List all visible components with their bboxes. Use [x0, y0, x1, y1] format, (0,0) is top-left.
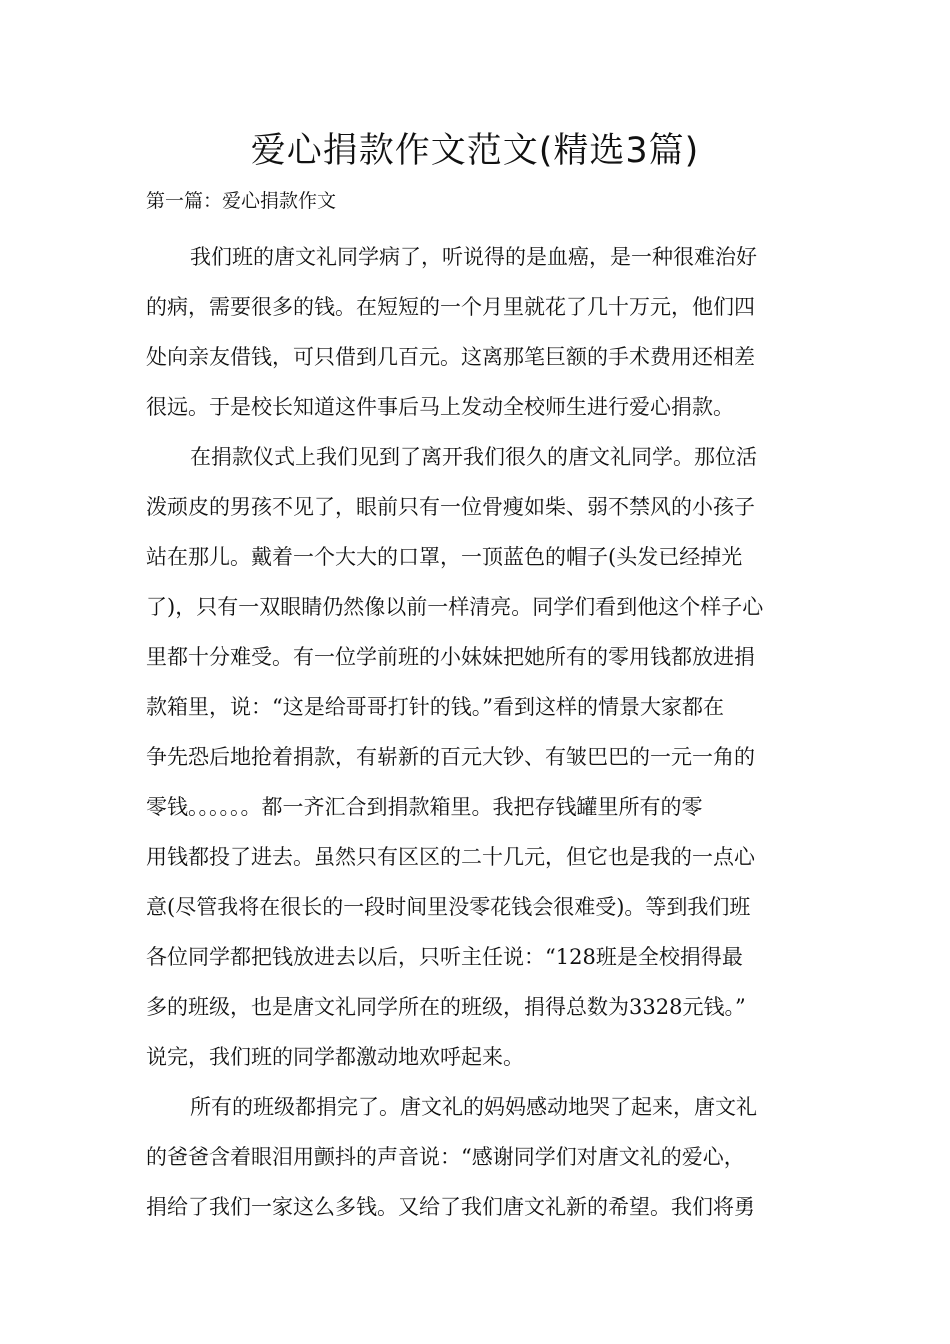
- essay-paragraph: [146, 432, 808, 1082]
- paragraph-line: 在捐款仪式上我们见到了离开我们很久的唐文礼同学。那位活: [190, 445, 757, 469]
- essay-paragraph: [146, 232, 808, 432]
- paragraph-line: 说完，我们班的同学都激动地欢呼起来。: [146, 1045, 524, 1069]
- essay-body: [146, 232, 808, 1232]
- paragraph-line: 处向亲友借钱，可只借到几百元。这离那笔巨额的手术费用还相差: [146, 345, 755, 369]
- paragraph-line: 里都十分难受。有一位学前班的小妹妹把她所有的零用钱都放进捐: [146, 645, 755, 669]
- paragraph-line: 了)，只有一双眼睛仍然像以前一样清亮。同学们看到他这个样子心: [146, 595, 764, 619]
- paragraph-line: 意(尽管我将在很长的一段时间里没零花钱会很难受)。等到我们班: [146, 895, 751, 919]
- paragraph-line: 捐给了我们一家这么多钱。又给了我们唐文礼新的希望。我们将勇: [146, 1195, 755, 1219]
- paragraph-line: 各位同学都把钱放进去以后，只听主任说：“128班是全校捐得最: [146, 945, 743, 969]
- paragraph-line: 所有的班级都捐完了。唐文礼的妈妈感动地哭了起来，唐文礼: [190, 1095, 757, 1119]
- paragraph-line: 争先恐后地抢着捐款，有崭新的百元大钞、有皱巴巴的一元一角的: [146, 745, 755, 769]
- essay-paragraph: [146, 1082, 808, 1232]
- section-heading: 第一篇：爱心捐款作文: [146, 190, 337, 212]
- paragraph-line: 站在那儿。戴着一个大大的口罩，一顶蓝色的帽子(头发已经掉光: [146, 545, 743, 569]
- paragraph-line: 多的班级，也是唐文礼同学所在的班级，捐得总数为3328元钱。”: [146, 995, 746, 1019]
- paragraph-line: 用钱都投了进去。虽然只有区区的二十几元，但它也是我的一点心: [146, 845, 755, 869]
- paragraph-line: 的爸爸含着眼泪用颤抖的声音说：“感谢同学们对唐文礼的爱心，: [146, 1145, 745, 1169]
- paragraph-line: 的病，需要很多的钱。在短短的一个月里就花了几十万元，他们四: [146, 295, 755, 319]
- document-title: 爱心捐款作文范文(精选3篇): [250, 131, 700, 171]
- paragraph-line: 款箱里，说：“这是给哥哥打针的钱。”看到这样的情景大家都在: [146, 695, 724, 719]
- paragraph-line: 零钱。。。。。。都一齐汇合到捐款箱里。我把存钱罐里所有的零: [146, 795, 703, 819]
- paragraph-line: 泼顽皮的男孩不见了，眼前只有一位骨瘦如柴、弱不禁风的小孩子: [146, 495, 755, 519]
- paragraph-line: 我们班的唐文礼同学病了，听说得的是血癌，是一种很难治好: [190, 245, 757, 269]
- paragraph-line: 很远。于是校长知道这件事后马上发动全校师生进行爱心捐款。: [146, 395, 734, 419]
